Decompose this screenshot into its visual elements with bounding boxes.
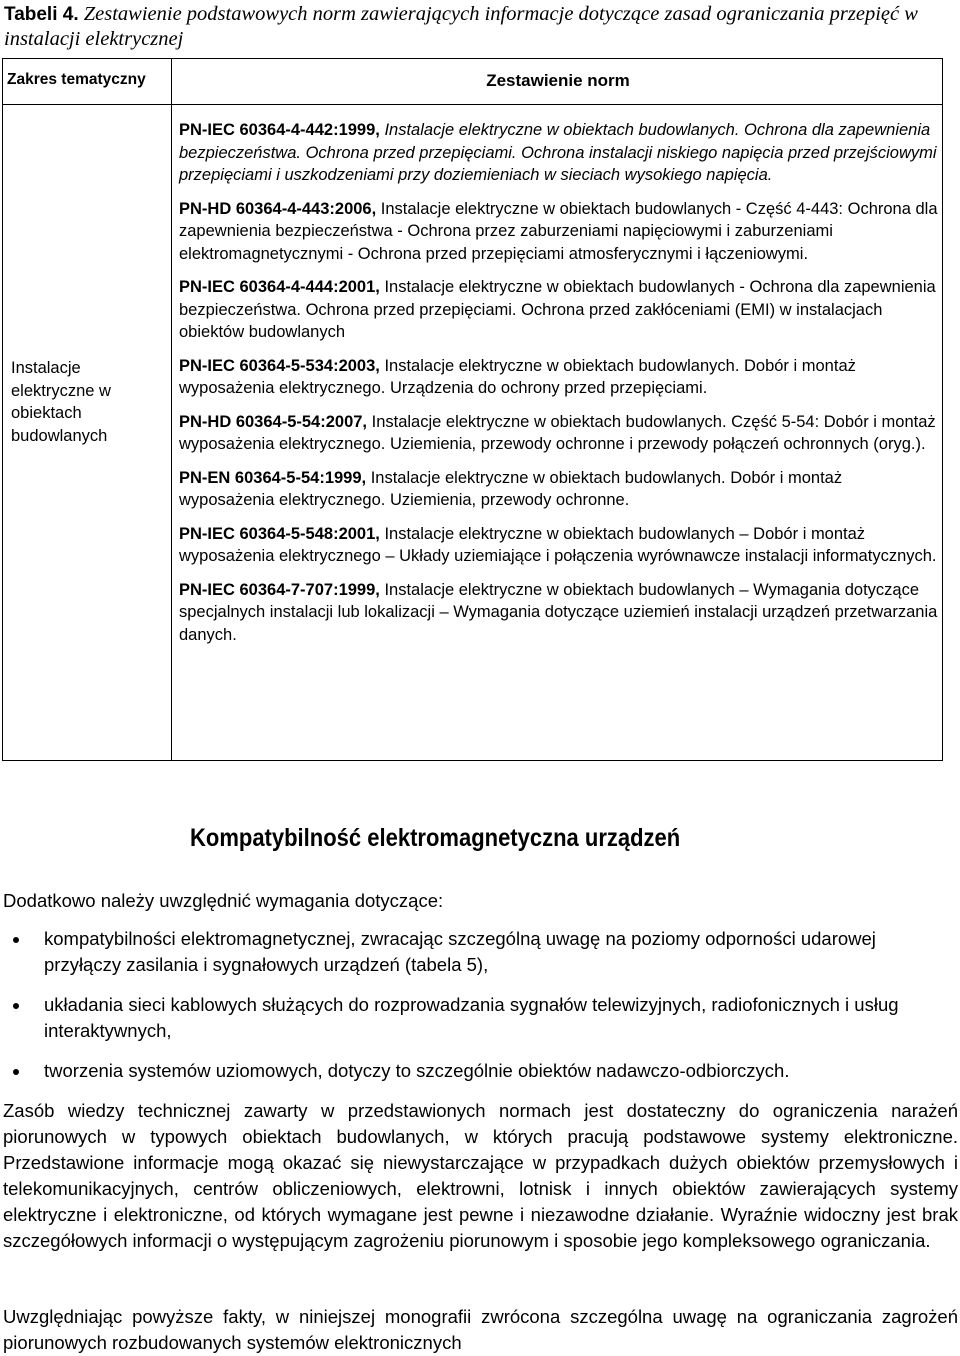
norm-code: PN-EN 60364-5-54:1999, <box>179 468 367 487</box>
norm-entry <box>179 119 939 187</box>
norm-entry <box>179 467 939 512</box>
norm-code: PN-IEC 60364-4-444:2001, <box>179 278 380 296</box>
norm-title: Instalacje elektryczne w obiektach budowlanych. Część 5-54: Dobór i montaż wyposażenia elektrycznego. Uziemienia, przewody ochronne i przewody połączeń ochronnych (oryg.). <box>179 412 936 453</box>
header-divider <box>3 104 942 105</box>
list-item-text: układania sieci kablowych służących do rozprowadzania sygnałów telewizyjnych, radiofonicznych i usług interaktywnych, <box>44 994 899 1041</box>
table-caption-text: Zestawienie podstawowych norm zawierających informacje dotyczące zasad ograniczania przepięć w instalacji elektrycznej <box>4 3 918 50</box>
paragraph: Zasób wiedzy technicznej zawarty w przedstawionych normach jest dostateczny do ograniczenia narażeń piorunowych w typowych obiektach budowlanych, w których pracują podstawowe systemy elektroniczne. Przedstawione informacje mogą okazać się niewystarczające w przypadkach dużych obiektów przemysłowych i telekomunikacyjnych, centrów obliczeniowych, elektrowni, lotnisk i innych obiektów zawierających systemy elektryczne i elektroniczne, od których wymagane jest pewne i niezawodne działanie. Wyraźnie widoczny jest brak szczegółowych informacji o występującym zagrożeniu piorunowym i sposobie jego kompleksowego ograniczania. <box>3 1100 958 1251</box>
norm-entry <box>179 579 939 647</box>
table-caption <box>4 2 959 52</box>
header-scope: Zakres tematyczny <box>7 71 146 88</box>
bullet-icon <box>13 1069 19 1075</box>
norm-code: PN-IEC 60364-4-442:1999, <box>179 121 380 139</box>
norm-title: Instalacje elektryczne w obiektach budowlanych - Ochrona dla zapewnienia bezpieczeństwa. Ochrona przed przepięciami. Ochrona przed zakłóceniami (EMI) w instalacjach obiektów budowlanych <box>179 278 936 341</box>
requirements-list <box>0 926 958 1098</box>
norm-title: Instalacje elektryczne w obiektach budowlanych. Dobór i montaż wyposażenia elektrycznego. Uziemienia, przewody ochronne. <box>179 468 843 509</box>
norm-entry <box>179 355 939 400</box>
norm-title: Instalacje elektryczne w obiektach budowlanych. Ochrona dla zapewnienia bezpieczeństwa. Ochrona przed przepięciami. Ochrona instalacji niskiego napięcia przed przejściowymi przepięciami i uszkodzeniami przy doziemieniach w sieciach wysokiego napięcia. <box>179 121 937 184</box>
norm-code: PN-HD 60364-5-54:2007, <box>179 412 368 431</box>
norm-title: Instalacje elektryczne w obiektach budowlanych – Wymagania dotyczące specjalnych instalacji lub lokalizacji – Wymagania dotyczące uziemień instalacji urządzeń przetwarzania danych. <box>179 580 938 644</box>
norm-code: PN-IEC 60364-5-534:2003, <box>179 356 380 375</box>
norms-table <box>2 58 943 761</box>
list-item-text: kompatybilności elektromagnetycznej, zwracając szczególną uwagę na poziomy odporności udarowej przyłączy zasilania i sygnałowych urządzeń (tabela 5), <box>44 928 876 975</box>
header-norms: Zestawienie norm <box>486 71 630 90</box>
norm-code: PN-HD 60364-4-443:2006, <box>179 199 377 218</box>
scope-cell: Instalacje elektryczne w obiektach budowlanych <box>11 359 111 445</box>
paragraph: Uwzględniając powyższe fakty, w niniejszej monografii zwrócona szczególna uwagę na ograniczania zagrożeń piorunowych rozbudowanych systemów elektronicznych <box>3 1306 958 1353</box>
norm-title: Instalacje elektryczne w obiektach budowlanych - Część 4-443: Ochrona dla zapewnienia bezpieczeństwa - Ochrona przez zaburzeniami napięciowymi i zaburzeniami elektromagnetycznymi - Ochrona przed przepięciami atmosferycznymi i łączeniowymi. <box>179 199 938 263</box>
norm-entry <box>179 276 939 344</box>
norm-code: PN-IEC 60364-7-707:1999, <box>179 580 380 599</box>
list-item-text: tworzenia systemów uziomowych, dotyczy to szczególnie obiektów nadawczo-odbiorczych. <box>44 1060 790 1081</box>
norms-cell <box>179 119 939 657</box>
list-item <box>0 926 958 978</box>
norm-code: PN-IEC 60364-5-548:2001, <box>179 524 380 543</box>
section-heading: Kompatybilność elektromagnetyczna urządzeń <box>190 824 681 852</box>
intro-text: Dodatkowo należy uwzględnić wymagania dotyczące: <box>3 890 444 911</box>
norm-entry <box>179 411 939 456</box>
norm-title: Instalacje elektryczne w obiektach budowlanych – Dobór i montaż wyposażenia elektrycznego – Układy uziemiające i połączenia wyrównawcze instalacji informatycznych. <box>179 524 937 565</box>
list-item <box>0 992 958 1044</box>
norm-title: Instalacje elektryczne w obiektach budowlanych. Dobór i montaż wyposażenia elektrycznego. Urządzenia do ochrony przed przepięciami. <box>179 356 856 397</box>
column-divider <box>171 59 172 760</box>
norm-entry <box>179 523 939 568</box>
bullet-icon <box>13 937 19 943</box>
norm-entry <box>179 198 939 266</box>
bullet-icon <box>13 1003 19 1009</box>
list-item <box>0 1058 958 1084</box>
table-caption-label: Tabeli 4. <box>4 4 79 25</box>
